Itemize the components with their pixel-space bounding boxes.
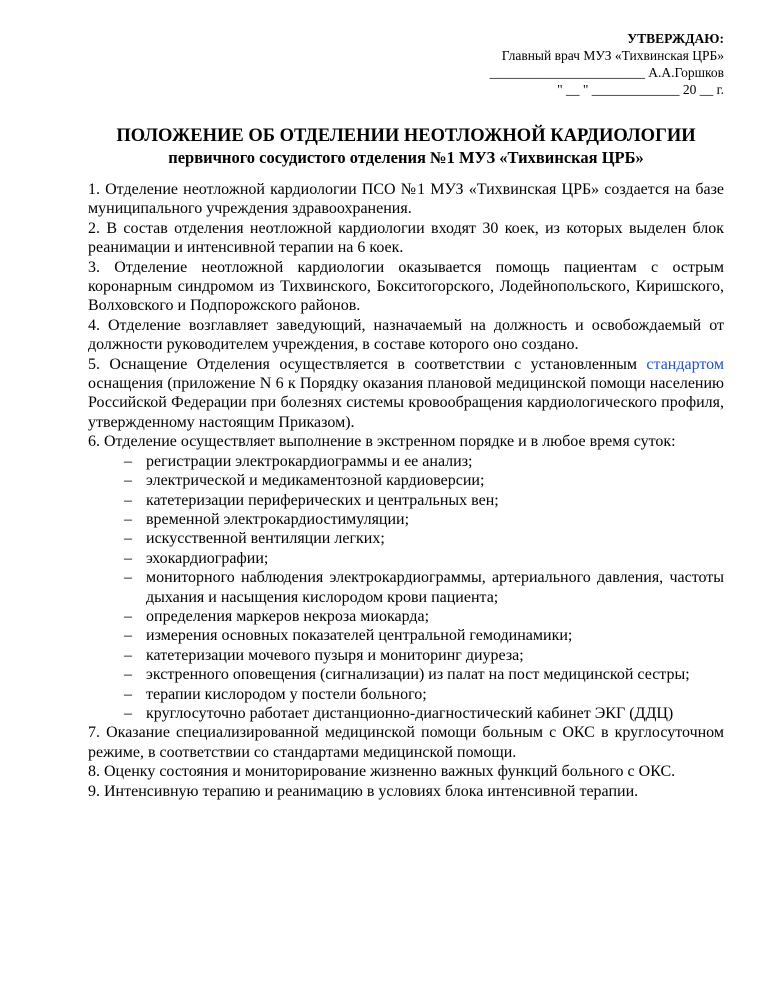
document-subtitle: первичного сосудистого отделения №1 МУЗ «Тихвинская ЦРБ» xyxy=(168,148,644,167)
approval-position: Главный врач МУЗ «Тихвинская ЦРБ» xyxy=(501,48,724,63)
list-item: – катетеризации мочевого пузыря и мониторинг диуреза; xyxy=(146,646,724,665)
list-item: – временной электрокардиостимуляции; xyxy=(146,510,724,529)
list-item: – круглосуточно работает дистанционно-диагностический кабинет ЭКГ (ДДЦ) xyxy=(146,704,724,723)
list-item: – измерения основных показателей центральной гемодинамики; xyxy=(146,626,724,645)
list-item: – электрической и медикаментозной кардиоверсии; xyxy=(146,471,724,490)
list-item: – экстренного оповещения (сигнализации) из палат на пост медицинской сестры; xyxy=(146,665,724,684)
list-item: – определения маркеров некроза миокарда; xyxy=(146,607,724,626)
list-item: – катетеризации периферических и центральных вен; xyxy=(146,491,724,510)
standard-link[interactable]: стандартом xyxy=(646,355,724,373)
paragraph-8: 8. Оценку состояния и мониторирование жизненно важных функций больного с ОКС. xyxy=(88,763,676,781)
list-item: – терапии кислородом у постели больного; xyxy=(146,685,724,704)
procedures-list xyxy=(88,452,724,724)
approval-heading: УТВЕРЖДАЮ: xyxy=(627,31,724,46)
list-item: – регистрации электрокардиограммы и ее анализ; xyxy=(146,452,724,471)
paragraph-4: 4. Отделение возглавляет заведующий, назначаемый на должность и освобождаемый от должности руководителем учреждения, в составе которого оно создано. xyxy=(88,316,724,354)
paragraph-3: 3. Отделение неотложной кардиологии оказывается помощь пациентам с острым коронарным синдромом из Тихвинского, Бокситогорского, Лодейнопольского, Киришского, Волховского и Подпорожского районов. xyxy=(88,258,724,315)
paragraph-2: 2. В состав отделения неотложной кардиологии входят 30 коек, из которых выделен блок реанимации и интенсивной терапии на 6 коек. xyxy=(88,219,724,257)
approval-block xyxy=(490,30,724,98)
list-item: – мониторного наблюдения электрокардиограммы, артериального давления, частоты дыхания и насыщения кислородом крови пациента; xyxy=(146,568,724,607)
paragraph-5-start: 5. Оснащение Отделения осуществляется в соответствии с установленным xyxy=(88,355,647,373)
paragraph-1: 1. Отделение неотложной кардиологии ПСО №1 МУЗ «Тихвинская ЦРБ» создается на базе муниципального учреждения здравоохранения. xyxy=(88,181,724,218)
approval-date-line: " __ " _____________ 20 __ г. xyxy=(557,82,724,97)
paragraph-6: 6. Отделение осуществляет выполнение в экстренном порядке и в любое время суток: xyxy=(88,433,676,451)
document-title-block xyxy=(88,125,724,168)
approval-signature-line: _______________________ А.А.Горшков xyxy=(489,65,724,80)
document-title: ПОЛОЖЕНИЕ ОБ ОТДЕЛЕНИИ НЕОТЛОЖНОЙ КАРДИОЛОГИИ xyxy=(116,126,696,146)
document-body xyxy=(88,180,724,801)
list-item: – эхокардиографии; xyxy=(146,549,724,568)
paragraph-5 xyxy=(88,355,724,433)
paragraph-7: 7. Оказание специализированной медицинской помощи больным с ОКС в круглосуточном режиме, в соответствии со стандартами медицинской помощи. xyxy=(88,724,724,761)
paragraph-5-end: оснащения (приложение N 6 к Порядку оказания плановой медицинской помощи населению Российской Федерации при болезнях системы кровообращения кардиологического профиля, утвержденному настоящим Приказом). xyxy=(88,375,724,431)
list-item: – искусственной вентиляции легких; xyxy=(146,529,724,548)
paragraph-9: 9. Интенсивную терапию и реанимацию в условиях блока интенсивной терапии. xyxy=(88,782,639,800)
